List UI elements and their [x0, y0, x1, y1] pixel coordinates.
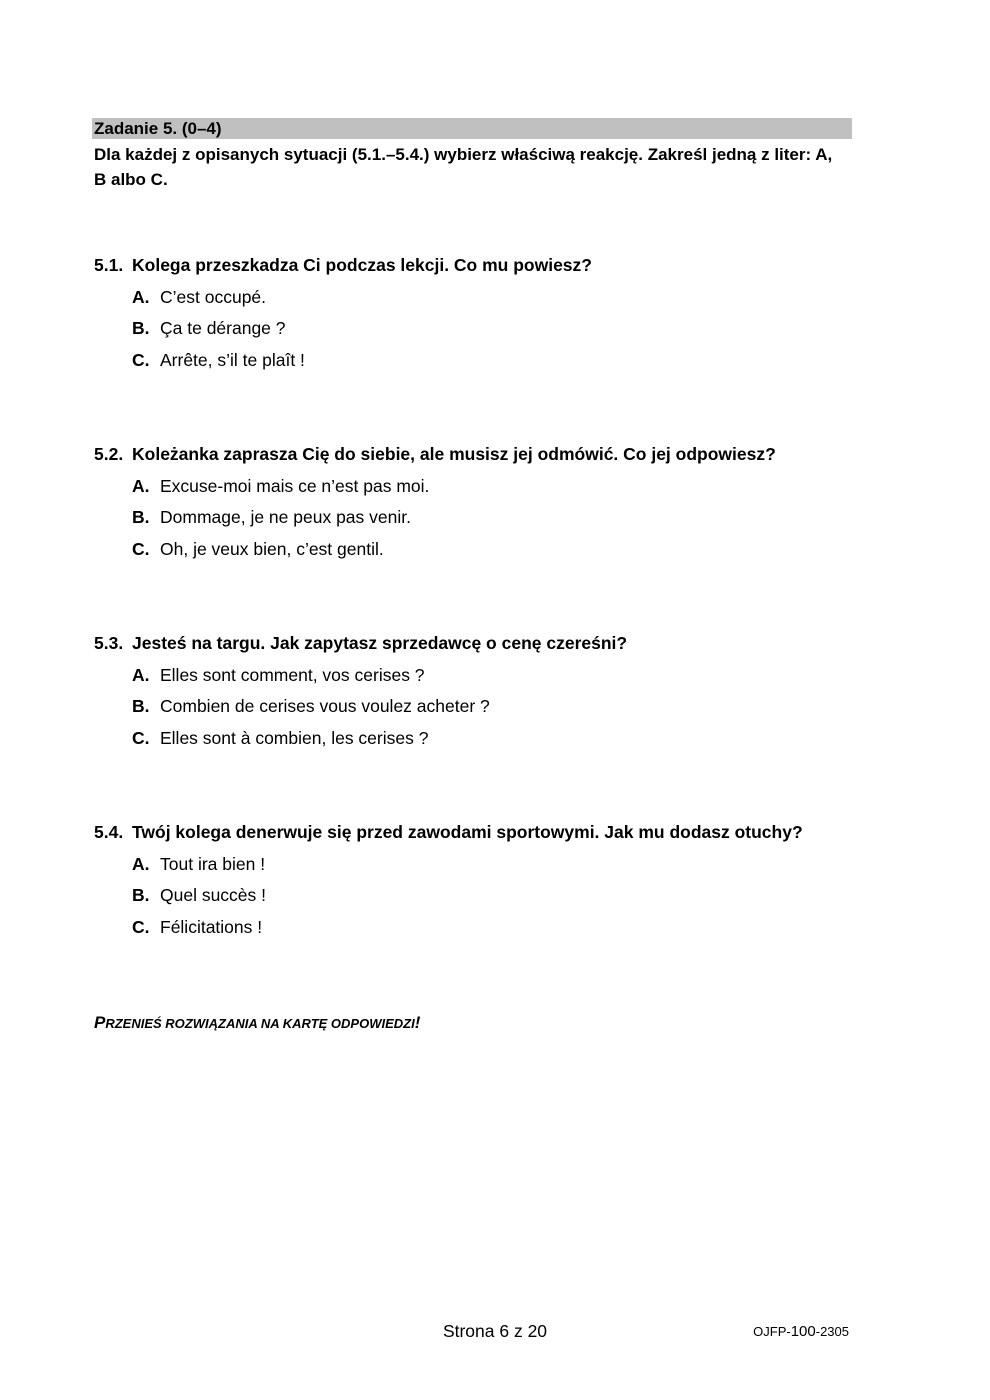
question-text: Koleżanka zaprasza Cię do siebie, ale musisz jej odmówić. Co jej odpowiesz?: [132, 444, 776, 464]
question-title: [94, 443, 874, 465]
option-text: Quel succès !: [160, 885, 267, 906]
question-title: [94, 632, 874, 654]
question-title: [94, 254, 874, 276]
exam-code: [753, 1322, 849, 1342]
option-b[interactable]: [132, 317, 874, 339]
option-a[interactable]: [132, 475, 874, 497]
option-text: Excuse-moi mais ce n’est pas moi.: [160, 475, 430, 496]
exam-code-main: 100: [790, 1323, 816, 1340]
question-number: 5.3.: [94, 633, 124, 653]
question-text: Jesteś na targu. Jak zapytasz sprzedawcę o cenę czereśni?: [132, 633, 628, 653]
option-letter: A.: [132, 475, 150, 496]
question-number: 5.2.: [94, 444, 124, 464]
option-letter: C.: [132, 727, 150, 748]
option-text: Combien de cerises vous voulez acheter ?: [160, 696, 490, 717]
option-text: Félicitations !: [160, 916, 263, 937]
option-letter: A.: [132, 664, 150, 685]
option-b[interactable]: [132, 506, 874, 528]
option-a[interactable]: [132, 853, 874, 875]
option-b[interactable]: [132, 884, 874, 906]
option-letter: B.: [132, 696, 150, 717]
option-c[interactable]: [132, 349, 874, 371]
option-text: Tout ira bien !: [160, 853, 266, 874]
option-c[interactable]: [132, 727, 874, 749]
option-letter: A.: [132, 853, 150, 874]
transfer-answers-note: [94, 1012, 420, 1035]
option-letter: C.: [132, 349, 150, 370]
option-b[interactable]: [132, 695, 874, 717]
exam-code-prefix: OJFP-: [753, 1324, 791, 1339]
page-number: Strona 6 z 20: [442, 1321, 548, 1341]
option-text: Ça te dérange ?: [160, 318, 286, 339]
question-number: 5.1.: [94, 255, 124, 275]
option-text: Oh, je veux bien, c’est gentil.: [160, 538, 384, 559]
option-letter: B.: [132, 507, 150, 528]
option-c[interactable]: [132, 538, 874, 560]
question-text: Kolega przeszkadza Ci podczas lekcji. Co mu powiesz?: [132, 255, 592, 275]
question-title: [94, 821, 874, 843]
question-5-2: [94, 443, 874, 560]
transfer-note-text: RZENIEŚ ROZWIĄZANIA NA KARTĘ ODPOWIEDZI: [105, 1016, 415, 1031]
option-text: C’est occupé.: [160, 286, 267, 307]
question-text: Twój kolega denerwuje się przed zawodami sportowymi. Jak mu dodasz otuchy?: [132, 822, 803, 842]
option-letter: C.: [132, 916, 150, 937]
option-c[interactable]: [132, 916, 874, 938]
option-a[interactable]: [132, 664, 874, 686]
option-text: Elles sont à combien, les cerises ?: [160, 727, 429, 748]
option-a[interactable]: [132, 286, 874, 308]
question-5-1: [94, 254, 874, 371]
transfer-note-initial: P: [94, 1013, 106, 1032]
exam-code-suffix: -2305: [815, 1324, 849, 1339]
option-letter: B.: [132, 885, 150, 906]
question-5-4: [94, 821, 874, 938]
option-text: Dommage, je ne peux pas venir.: [160, 507, 411, 528]
option-text: Arrête, s’il te plaît !: [160, 349, 305, 370]
question-number: 5.4.: [94, 822, 124, 842]
question-5-3: [94, 632, 874, 749]
option-letter: B.: [132, 318, 150, 339]
option-text: Elles sont comment, vos cerises ?: [160, 664, 425, 685]
option-letter: A.: [132, 286, 150, 307]
task-header: Zadanie 5. (0–4): [92, 118, 852, 139]
transfer-note-end: !: [414, 1013, 421, 1032]
task-instruction: Dla każdej z opisanych sytuacji (5.1.–5.4.) wybierz właściwą reakcję. Zakreśl jedną z liter: A, B albo C.: [94, 145, 833, 189]
option-letter: C.: [132, 538, 150, 559]
